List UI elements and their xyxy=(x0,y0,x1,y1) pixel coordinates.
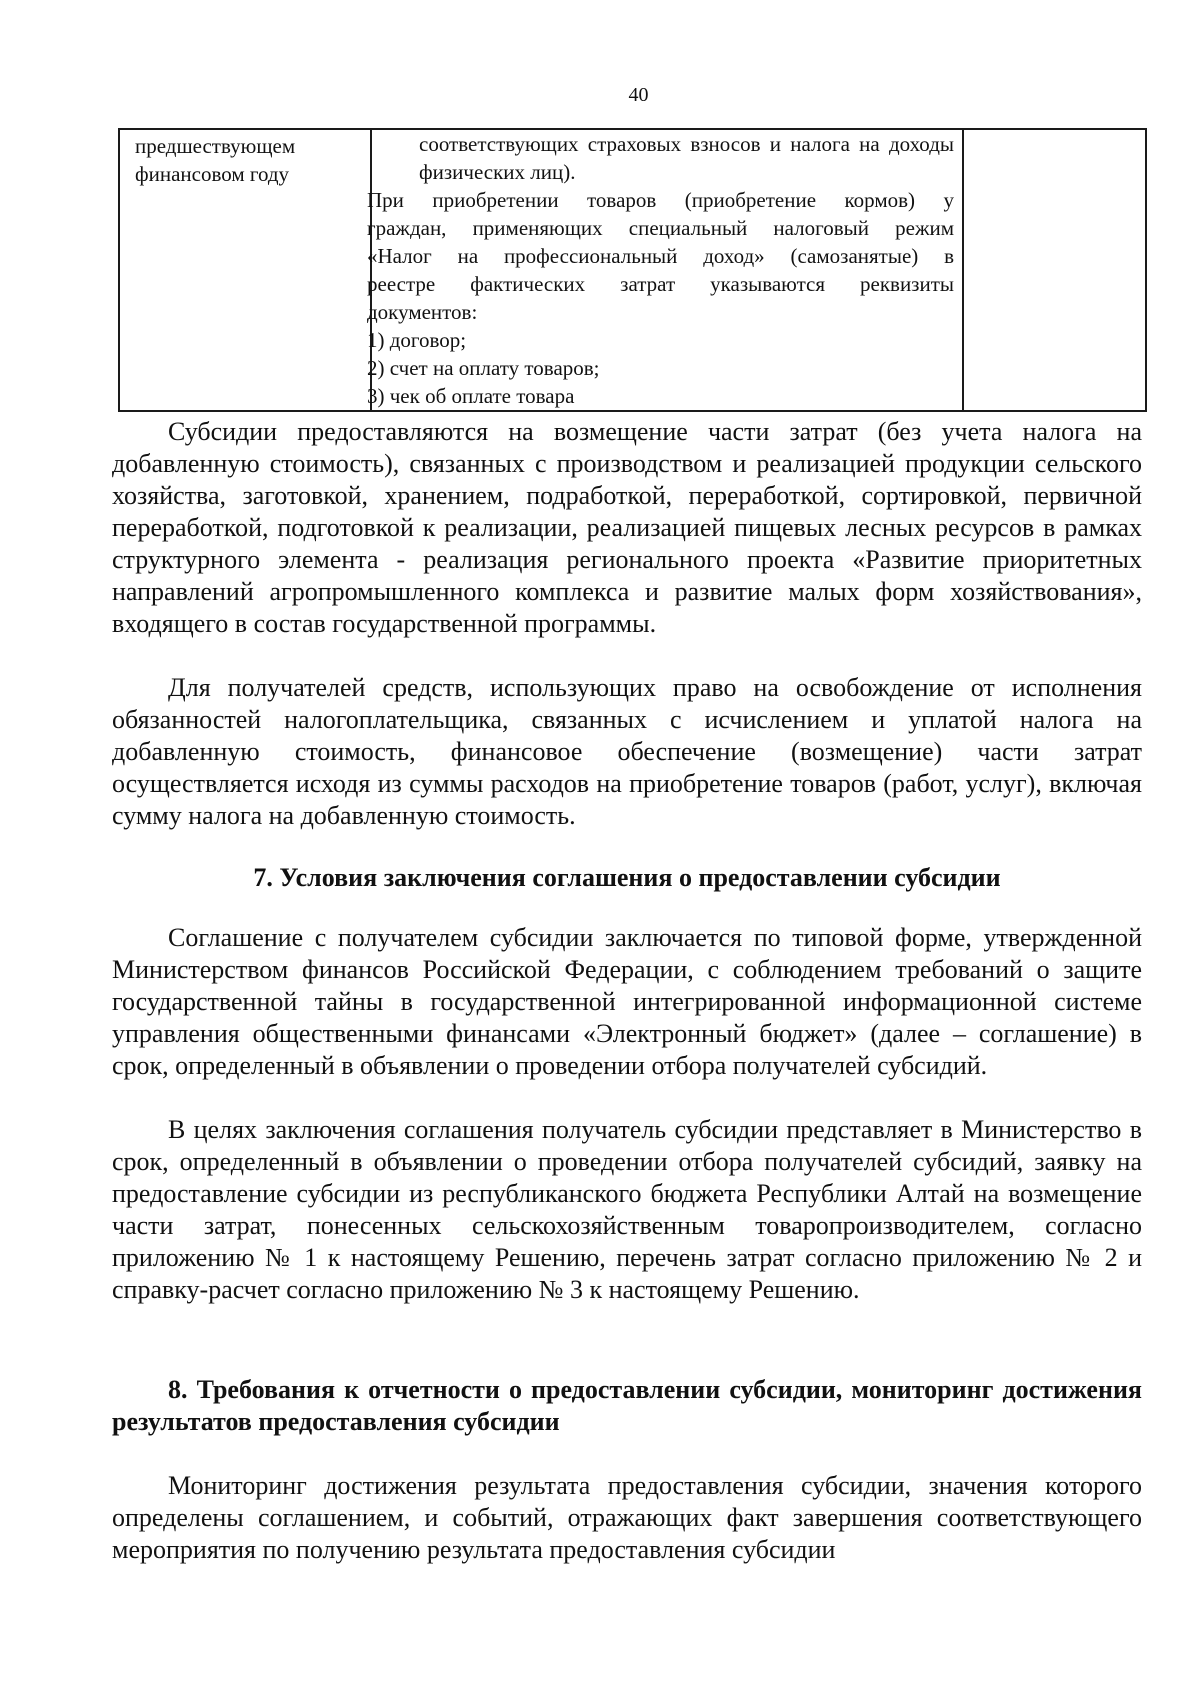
page-number: 40 xyxy=(628,84,649,106)
table-cell-empty xyxy=(963,129,1146,411)
paragraph-monitoring xyxy=(112,1470,1142,1566)
list-line: реестре фактических затрат указываются реквизиты xyxy=(367,272,954,296)
paragraph-vat-exemption-text: Для получателей средств, использующих право на освобождение от исполнения обязанностей налогоплательщика, связанных с исчислением и уплатой налога на добавленную стоимость, финансовое обеспечение (возмещение) части затрат осуществляется исходя из суммы расходов на приобретение товаров (работ, услуг), включая сумму налога на добавленную стоимость. xyxy=(112,673,1142,830)
list-item: 2) счет на оплату товаров; xyxy=(367,356,600,380)
table-cell-requirements-top: соответствующих страховых взносов и налога на доходы физических лиц). xyxy=(419,132,954,184)
table-cell-requirements xyxy=(367,129,963,411)
table-row xyxy=(119,129,1146,411)
section-7-heading: 7. Условия заключения соглашения о предоставлении субсидии xyxy=(253,863,1001,892)
paragraph-subsidy-purpose-text: Субсидии предоставляются на возмещение части затрат (без учета налога на добавленную стоимость), связанных с производством и реализацией продукции сельского хозяйства, заготовкой, хранением, подработкой, переработкой, сортировкой, первичной переработкой, подготовкой к реализации, реализацией пищевых лесных ресурсов в рамках структурного элемента - реализация регионального проекта «Развитие приоритетных направлений агропромышленного комплекса и развитие малых форм хозяйствования», входящего в состав государственной программы. xyxy=(112,417,1142,638)
paragraph-agreement-text: Соглашение с получателем субсидии заключается по типовой форме, утвержденной Министерством финансов Российской Федерации, с соблюдением требований о защите государственной тайны в государственной интегрированной информационной системе управления общественными финансами «Электронный бюджет» (далее – соглашение) в срок, определенный в объявлении о проведении отбора получателей субсидий. xyxy=(112,923,1142,1080)
table-cell-period xyxy=(119,129,371,411)
list-item: 1) договор; xyxy=(367,328,467,352)
table-cell-requirements-list xyxy=(367,186,962,410)
list-item: 3) чек об оплате товара xyxy=(367,384,575,408)
paragraph-agreement xyxy=(112,922,1142,1082)
section-8-heading xyxy=(112,1374,1142,1438)
list-line: При приобретении товаров (приобретение кормов) у xyxy=(367,188,954,212)
list-item: документов: xyxy=(367,300,478,324)
section-8-heading-text: 8. Требования к отчетности о предоставлении субсидии, мониторинг достижения результатов предоставления субсидии xyxy=(112,1375,1142,1436)
paragraph-subsidy-purpose xyxy=(112,416,1142,640)
paragraph-monitoring-text: Мониторинг достижения результата предоставления субсидии, значения которого определены соглашением, и событий, отражающих факт завершения соответствующего мероприятия по получению результата предоставления субсидии xyxy=(112,1471,1142,1564)
table-cell-period-text: предшествующем финансовом году xyxy=(135,134,296,186)
list-line: «Налог на профессиональный доход» (самозанятые) в xyxy=(367,244,954,268)
paragraph-application-text: В целях заключения соглашения получатель субсидии представляет в Министерство в срок, определенный в объявлении о проведении отбора получателей субсидий, заявку на предоставление субсидии из республиканского бюджета Республики Алтай на возмещение части затрат, понесенных сельскохозяйственным товаропроизводителем, согласно приложению № 1 к настоящему Решению, перечень затрат согласно приложению № 2 и справку-расчет согласно приложению № 3 к настоящему Решению. xyxy=(112,1115,1142,1304)
continuation-table xyxy=(118,128,1147,412)
list-line: граждан, применяющих специальный налоговый режим xyxy=(367,216,954,240)
paragraph-application xyxy=(112,1114,1142,1306)
paragraph-vat-exemption xyxy=(112,672,1142,832)
